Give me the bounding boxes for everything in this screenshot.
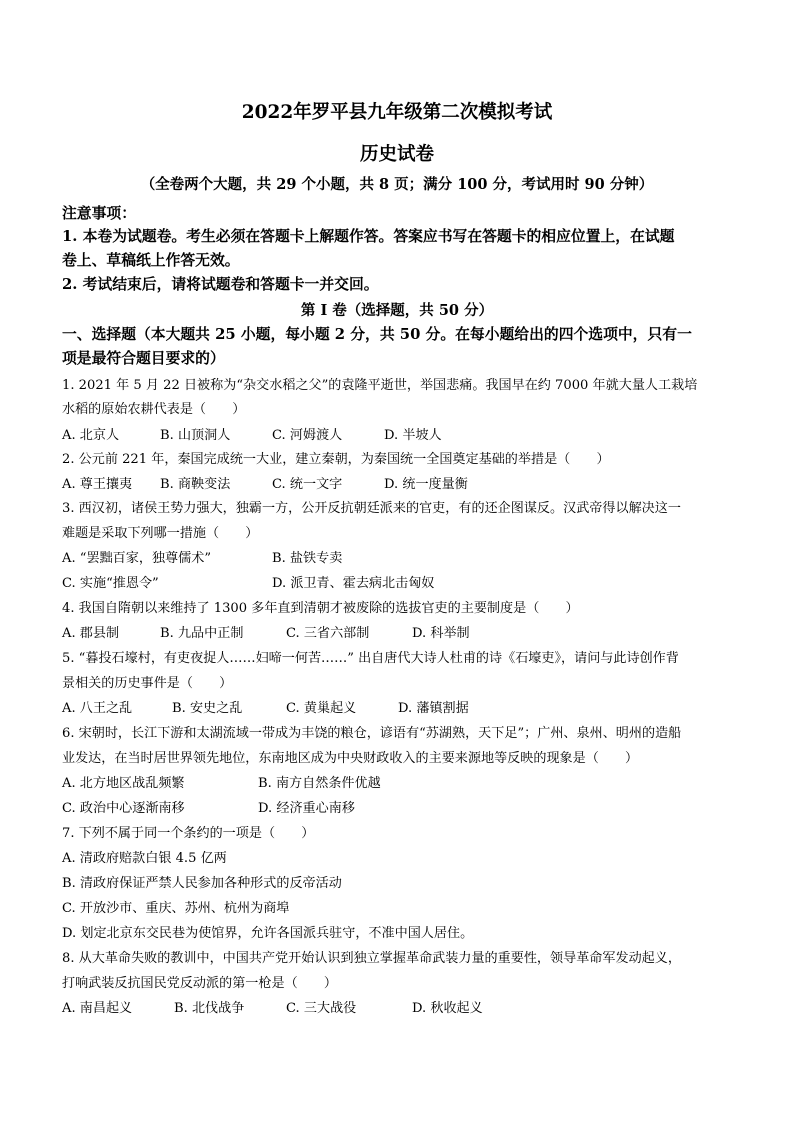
question-1-line-2: 水稻的原始农耕代表是（ ）	[62, 402, 246, 417]
question-7-option-b: B. 清政府保证严禁人民参加各种形式的反帝活动	[62, 876, 342, 891]
question-6-line-1: 6. 宋朝时，长江下游和太湖流域一带成为丰饶的粮仓，谚语有“苏湖熟，天下足”；广州、泉州、明州的造船	[62, 726, 682, 741]
question-7-line-1: 7. 下列不属于同一个条约的一项是（ ）	[62, 826, 315, 841]
question-4-line-1: 4. 我国自隋朝以来维持了 1300 多年直到清朝才被废除的选拔官吏的主要制度是（ ）	[62, 601, 579, 616]
option-c: C. 实施“推恩令”	[62, 576, 159, 591]
option-a: A. 八王之乱	[62, 701, 133, 716]
exam-subject: 历史试卷	[359, 144, 434, 165]
exam-info: （全卷两个大题，共 29 个小题，共 8 页；满分 100 分，考试用时 90 分钟）	[140, 176, 654, 193]
note-1-line-1: 1. 本卷为试题卷。考生必须在答题卡上解题作答。答案应书写在答题卡的相应位置上，在试题	[62, 228, 675, 245]
question-1-line-1: 1. 2021 年 5 月 22 日被称为“杂交水稻之父”的袁隆平逝世，举国悲痛。我国早在约 7000 年就大量人工栽培	[62, 378, 698, 393]
option-d: D. 半坡人	[384, 428, 442, 443]
exam-title: 2022年罗平县九年级第二次模拟考试	[241, 102, 553, 123]
question-2-line-1: 2. 公元前 221 年，秦国完成统一大业，建立秦朝，为秦国统一全国奠定基础的举措是（ ）	[62, 452, 610, 467]
option-d: D. 藩镇割据	[398, 701, 469, 716]
option-c: C. 政治中心逐渐南移	[62, 801, 185, 816]
question-5-line-2: 景相关的历史事件是（ ）	[62, 676, 233, 691]
section-intro-line-2: 项是最符合题目要求的）	[62, 350, 225, 367]
question-7-option-d: D. 划定北京东交民巷为使馆界，允许各国派兵驻守，不准中国人居住。	[62, 926, 474, 941]
option-d: D. 科举制	[412, 626, 470, 641]
option-b: B. 北伐战争	[174, 1001, 245, 1016]
question-8-line-1: 8. 从大革命失败的教训中，中国共产党开始认识到独立掌握革命武装力量的重要性，领导革命军发动起义，	[62, 951, 681, 966]
section-title: 第 I 卷（选择题，共 50 分）	[300, 302, 494, 319]
option-c: C. 统一文字	[272, 477, 343, 492]
note-1-line-2: 卷上、草稿纸上作答无效。	[62, 252, 240, 269]
section-intro-line-1: 一、选择题（本大题共 25 小题，每小题 2 分，共 50 分。在每小题给出的四个选项中，只有一	[62, 326, 692, 343]
option-d: D. 经济重心南移	[258, 801, 355, 816]
option-a: A. 北方地区战乱频繁	[62, 776, 185, 791]
option-d: D. 秋收起义	[412, 1001, 483, 1016]
option-c: C. 河姆渡人	[272, 428, 343, 443]
option-b: B. 商鞅变法	[160, 477, 231, 492]
option-d: D. 派卫青、霍去病北击匈奴	[272, 576, 435, 591]
option-b: B. 九品中正制	[160, 626, 244, 641]
question-8-line-2: 打响武装反抗国民党反动派的第一枪是（ ）	[62, 976, 337, 991]
question-7-option-a: A. 清政府赔款白银 4.5 亿两	[62, 851, 227, 866]
option-b: B. 盐铁专卖	[272, 551, 343, 566]
option-c: C. 三省六部制	[286, 626, 370, 641]
option-a: A. 南昌起义	[62, 1001, 133, 1016]
option-a: A. “罢黜百家，独尊儒术”	[62, 551, 212, 566]
question-3-line-2: 难题是采取下列哪一措施（ ）	[62, 526, 259, 541]
option-a: A. 北京人	[62, 428, 120, 443]
option-a: A. 郡县制	[62, 626, 120, 641]
option-b: B. 南方自然条件优越	[258, 776, 381, 791]
option-b: B. 安史之乱	[172, 701, 243, 716]
option-c: C. 黄巢起义	[286, 701, 357, 716]
notes-heading: 注意事项：	[62, 205, 136, 222]
option-d: D. 统一度量衡	[384, 477, 468, 492]
question-7-option-c: C. 开放沙市、重庆、苏州、杭州为商埠	[62, 901, 290, 916]
option-a: A. 尊王攘夷	[62, 477, 133, 492]
question-6-line-2: 业发达，在当时居世界领先地位，东南地区成为中央财政收入的主要来源地等反映的现象是（ ）	[62, 751, 639, 766]
question-3-line-1: 3. 西汉初，诸侯王势力强大，独霸一方，公开反抗朝廷派来的官吏，有的还企图谋反。汉武帝得以解决这一	[62, 501, 681, 516]
option-b: B. 山顶洞人	[160, 428, 231, 443]
note-2: 2. 考试结束后，请将试题卷和答题卡一并交回。	[62, 276, 379, 293]
question-5-line-1: 5. “暮投石壕村，有吏夜捉人……妇啼一何苦……” 出自唐代大诗人杜甫的诗《石壕吏》，请问与此诗创作背	[62, 651, 679, 666]
option-c: C. 三大战役	[286, 1001, 357, 1016]
